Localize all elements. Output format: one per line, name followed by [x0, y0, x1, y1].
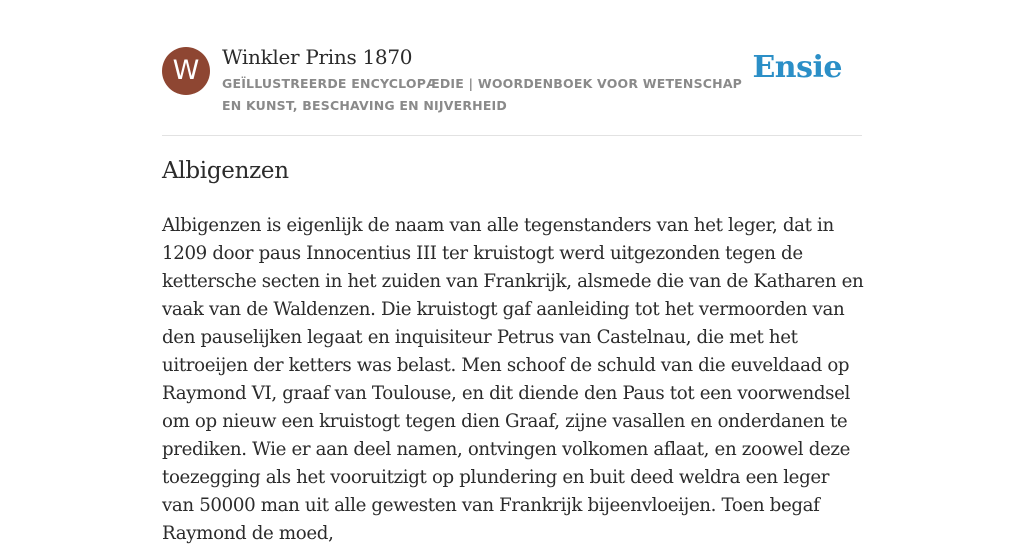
source-subtitle: GEÏLLUSTREERDE ENCYCLOPÆDIE | WOORDENBOEK VOOR WETENSCHAP EN KUNST, BESCHAVING EN NIJVERHEID — [222, 76, 743, 113]
header-divider — [162, 135, 862, 136]
entry-title: Albigenzen — [162, 158, 289, 184]
source-header — [162, 44, 862, 136]
source-title[interactable]: Winkler Prins 1870 — [222, 45, 413, 69]
source-avatar[interactable]: W — [162, 47, 210, 95]
entry-body: Albigenzen is eigenlijk de naam van alle tegenstanders van het leger, dat in 1209 door paus Innocentius III ter kruistogt werd uitgezonden tegen de kettersche secten in het zuiden van Frankrijk, alsmede die van de Katharen en vaak van de Waldenzen. Die kruistogt gaf aanleiding tot het vermoorden van den pauselijken legaat en inquisiteur Petrus van Castelnau, die met het uitroeijen der ketters was belast. Men schoof de schuld van die euveldaad op Raymond VI, graaf van Toulouse, en dit diende den Paus tot een voorwendsel om op nieuw een kruistogt tegen dien Graaf, zijne vasallen en onderdanen te prediken. Wie er aan deel namen, ontvingen volkomen aflaat, en zoowel deze toezegging als het vooruitzigt op plundering en buit deed weldra een leger van 50000 man uit alle gewesten van Frankrijk bijeenvloeijen. Toen begaf Raymond de moed, — [162, 215, 864, 544]
ensie-logo-link[interactable]: Ensie — [752, 50, 842, 85]
